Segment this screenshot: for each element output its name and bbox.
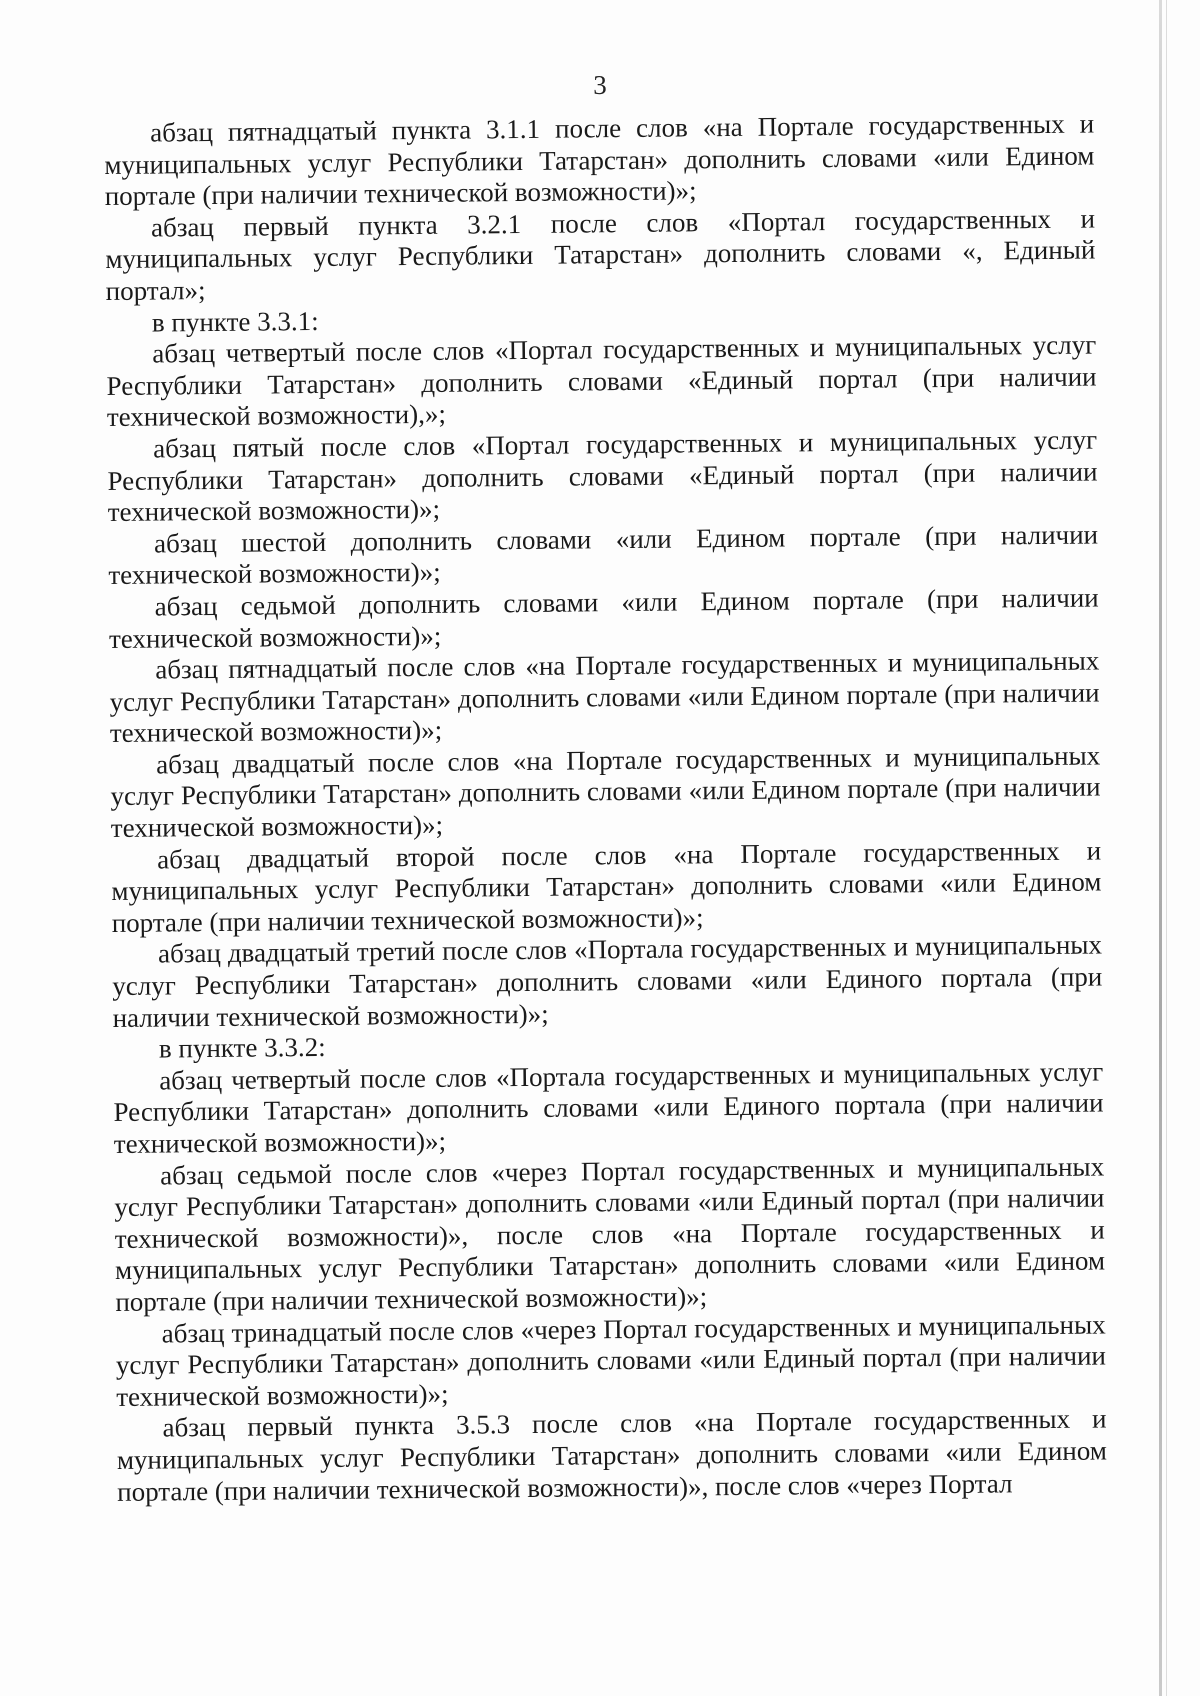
paragraph: абзац шестой дополнить словами «или Едином портале (при наличии технической возможности)»;: [108, 519, 1099, 591]
paragraph: абзац пятый после слов «Портал государственных и муниципальных услуг Республики Татарстан» дополнить словами «Единый портал (при наличии технической возможности)»;: [107, 424, 1098, 528]
paragraph: в пункте 3.3.2:: [158, 1032, 326, 1064]
paragraph: абзац четвертый после слов «Портала государственных и муниципальных услуг Республики Татарстан» дополнить словами «или Единого портала (при наличии технической возможности)»;: [113, 1056, 1104, 1159]
paragraph: абзац тринадцатый после слов «через Портал государственных и муниципальных услуг Республики Татарстан» дополнить словами «или Единый портал (при наличии технической возможности)»;: [115, 1309, 1107, 1412]
paragraph: в пункте 3.3.1:: [151, 305, 319, 338]
paragraph: абзац первый пункта 3.2.1 после слов «Портал государственных и муниципальных услуг Республики Татарстан» дополнить словами «, Единый портал»;: [105, 203, 1096, 306]
paragraph: абзац седьмой дополнить словами «или Едином портале (при наличии технической возможности)»;: [108, 582, 1099, 654]
paragraph: абзац четвертый после слов «Портал государственных и муниципальных услуг Республики Татарстан» дополнить словами «Единый портал (при наличии технической возможности),»;: [106, 329, 1097, 433]
scan-edge-shadow: [1159, 0, 1162, 1696]
paragraph: абзац двадцатый после слов «на Портале государственных и муниципальных услуг Республики Татарстан» дополнить словами «или Едином портале (при наличии технической возможности)»;: [110, 740, 1101, 844]
paragraph: абзац двадцатый второй после слов «на Портале государственных и муниципальных услуг Республики Татарстан» дополнить словами «или Едином портале (при наличии технической возможности)»;: [111, 835, 1102, 938]
paragraph: абзац седьмой после слов «через Портал государственных и муниципальных услуг Республики Татарстан» дополнить словами «или Единый портал (при наличии технической возможности)», после слов «на Портале государственных и муниципальных услуг Республики Татарстан» дополнить словами «или Едином портале (при наличии технической возможности)»;: [114, 1151, 1106, 1317]
paragraph: абзац двадцатый третий после слов «Портала государственных и муниципальных услуг Республики Татарстан» дополнить словами «или Единого портала (при наличии технической возможности)»;: [112, 929, 1103, 1033]
paragraph: абзац пятнадцатый пункта 3.1.1 после слов «на Портале государственных и муниципальных услуг Республики Татарстан» дополнить словами «или Едином портале (при наличии технической возможности)»;: [104, 108, 1095, 212]
paragraph: абзац первый пункта 3.5.3 после слов «на Портале государственных и муниципальных услуг Республики Татарстан» дополнить словами «или Едином портале (при наличии технической возможности)», после слов «через Портал: [116, 1403, 1107, 1507]
paragraph: абзац пятнадцатый после слов «на Портале государственных и муниципальных услуг Республики Татарстан» дополнить словами «или Едином портале (при наличии технической возможности)»;: [109, 645, 1100, 749]
page-number: 3: [593, 70, 607, 100]
scan-edge-line: [1166, 0, 1167, 1696]
document-body: [104, 108, 1107, 1508]
